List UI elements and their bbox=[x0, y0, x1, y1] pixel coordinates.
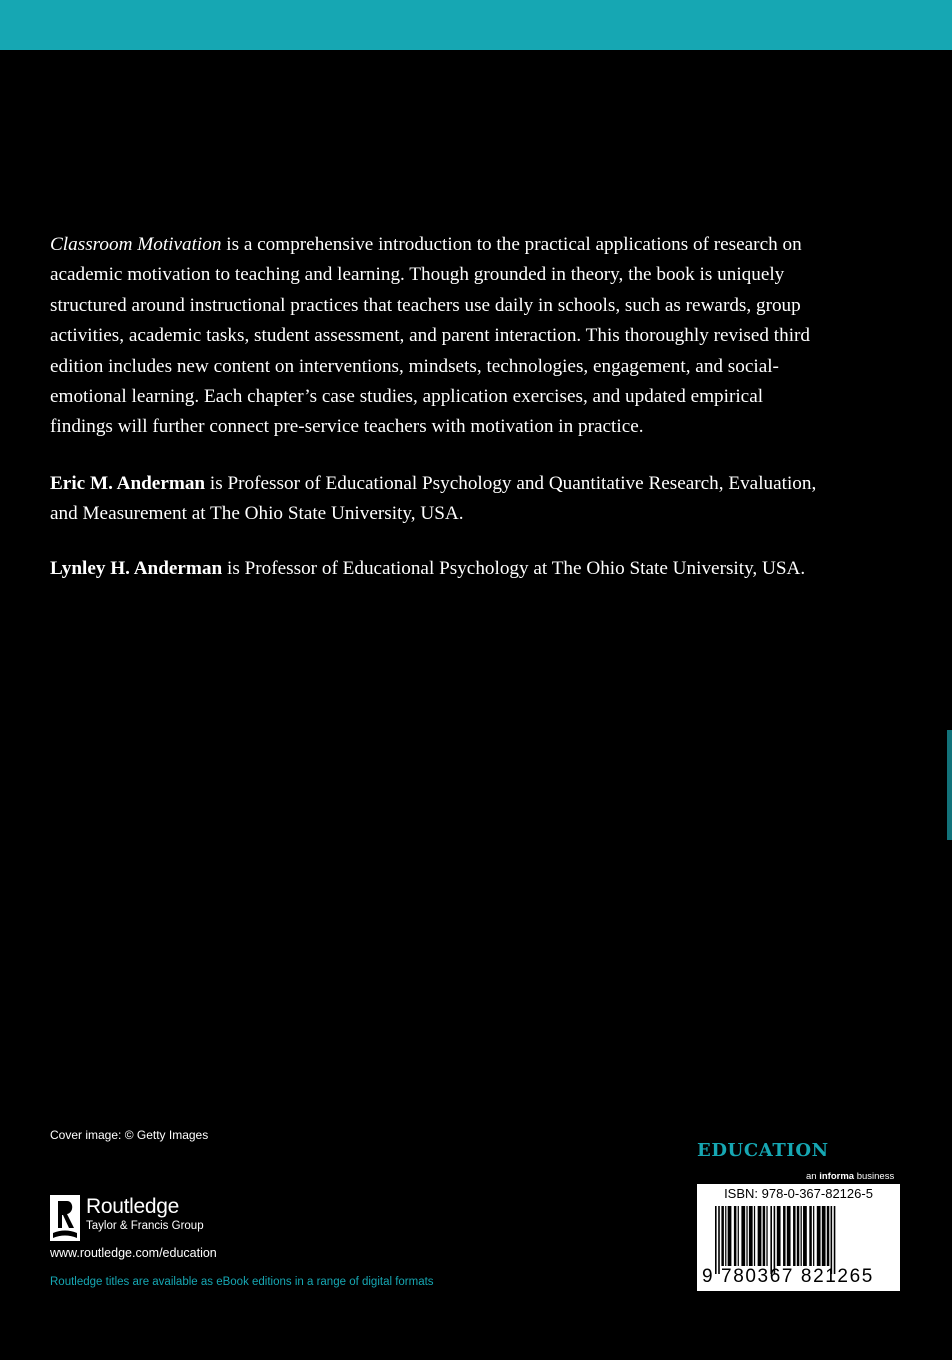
informa-brand: informa bbox=[819, 1171, 855, 1182]
author-bio-eric bbox=[50, 469, 820, 530]
barcode-bar bbox=[721, 1206, 724, 1266]
barcode-bar bbox=[763, 1206, 766, 1266]
barcode-bar bbox=[725, 1206, 726, 1266]
barcode-bar bbox=[813, 1206, 814, 1266]
barcode-box bbox=[697, 1184, 900, 1291]
barcode-bar bbox=[770, 1206, 772, 1274]
barcode-bar bbox=[766, 1206, 767, 1266]
cover-image-credit: Cover image: © Getty Images bbox=[50, 1128, 209, 1142]
barcode-bar bbox=[801, 1206, 802, 1266]
barcode-bar bbox=[749, 1206, 753, 1266]
author-name: Lynley H. Anderman bbox=[50, 557, 223, 579]
informa-prefix: an bbox=[806, 1171, 820, 1182]
ebook-note: Routledge titles are available as eBook editions in a range of digital formats bbox=[50, 1276, 434, 1288]
category-label: EDUCATION bbox=[697, 1140, 829, 1161]
barcode-bar bbox=[715, 1206, 717, 1274]
publisher-group: Taylor & Francis Group bbox=[86, 1220, 204, 1232]
author-bio-text: is Professor of Educational Psychology at The Ohio State University, USA. bbox=[222, 557, 806, 579]
publisher-name: Routledge bbox=[86, 1195, 180, 1218]
publisher-logo bbox=[50, 1195, 204, 1241]
barcode-bar bbox=[809, 1206, 812, 1266]
barcode-bar bbox=[728, 1206, 732, 1266]
barcode-bar bbox=[787, 1206, 791, 1266]
informa-business-tag bbox=[806, 1171, 894, 1182]
barcode-bar bbox=[758, 1206, 762, 1266]
barcode-bar bbox=[817, 1206, 821, 1266]
barcode-bar bbox=[831, 1206, 833, 1274]
book-title: Classroom Motivation bbox=[50, 234, 222, 255]
isbn-label: ISBN: 978-0-367-82126-5 bbox=[724, 1186, 873, 1201]
spine-edge-mark bbox=[947, 730, 952, 840]
barcode-bar bbox=[797, 1206, 800, 1266]
barcode-bar bbox=[741, 1206, 745, 1266]
author-bio-text: is Professor of Educational Psychology and Quantitative Research, Evaluation, and Measurement at The Ohio State University, USA. bbox=[50, 472, 817, 525]
barcode-bar bbox=[774, 1206, 776, 1274]
top-color-band bbox=[0, 0, 952, 50]
barcode-digits: 9 780367 821265 bbox=[702, 1266, 874, 1287]
author-bio-lynley bbox=[50, 554, 820, 584]
barcode-bar bbox=[822, 1206, 826, 1266]
barcode-bar bbox=[793, 1206, 796, 1266]
book-description bbox=[50, 230, 820, 443]
barcode-bar bbox=[734, 1206, 737, 1266]
barcode-bar bbox=[718, 1206, 720, 1274]
publisher-website-link[interactable]: www.routledge.com/education bbox=[50, 1246, 217, 1260]
barcode-bar bbox=[746, 1206, 747, 1266]
back-cover-blurb bbox=[50, 230, 820, 608]
barcode-bar bbox=[777, 1206, 781, 1266]
barcode-bar bbox=[827, 1206, 830, 1266]
description-text: is a comprehensive introduction to the practical applications of research on academic motivation to teaching and learning. Though grounded in theory, the book is uniquely structured around instructional practices that teachers use daily in schools, such as rewards, group activities, academic tasks, student assessment, and parent interaction. This thoroughly revised third edition includes new content on interventions, mindsets, technologies, engagement, and social-emotional learning. Each chapter’s case studies, application exercises, and updated empirical findings will further connect pre-service teachers with motivation in practice. bbox=[50, 234, 811, 438]
barcode-bar bbox=[783, 1206, 786, 1266]
barcode-bar bbox=[754, 1206, 755, 1266]
barcode-bar bbox=[738, 1206, 739, 1266]
barcode-bar bbox=[834, 1206, 836, 1274]
routledge-logo-icon bbox=[50, 1195, 80, 1241]
author-name: Eric M. Anderman bbox=[50, 472, 206, 494]
informa-suffix: business bbox=[854, 1171, 895, 1182]
barcode-bar bbox=[803, 1206, 807, 1266]
